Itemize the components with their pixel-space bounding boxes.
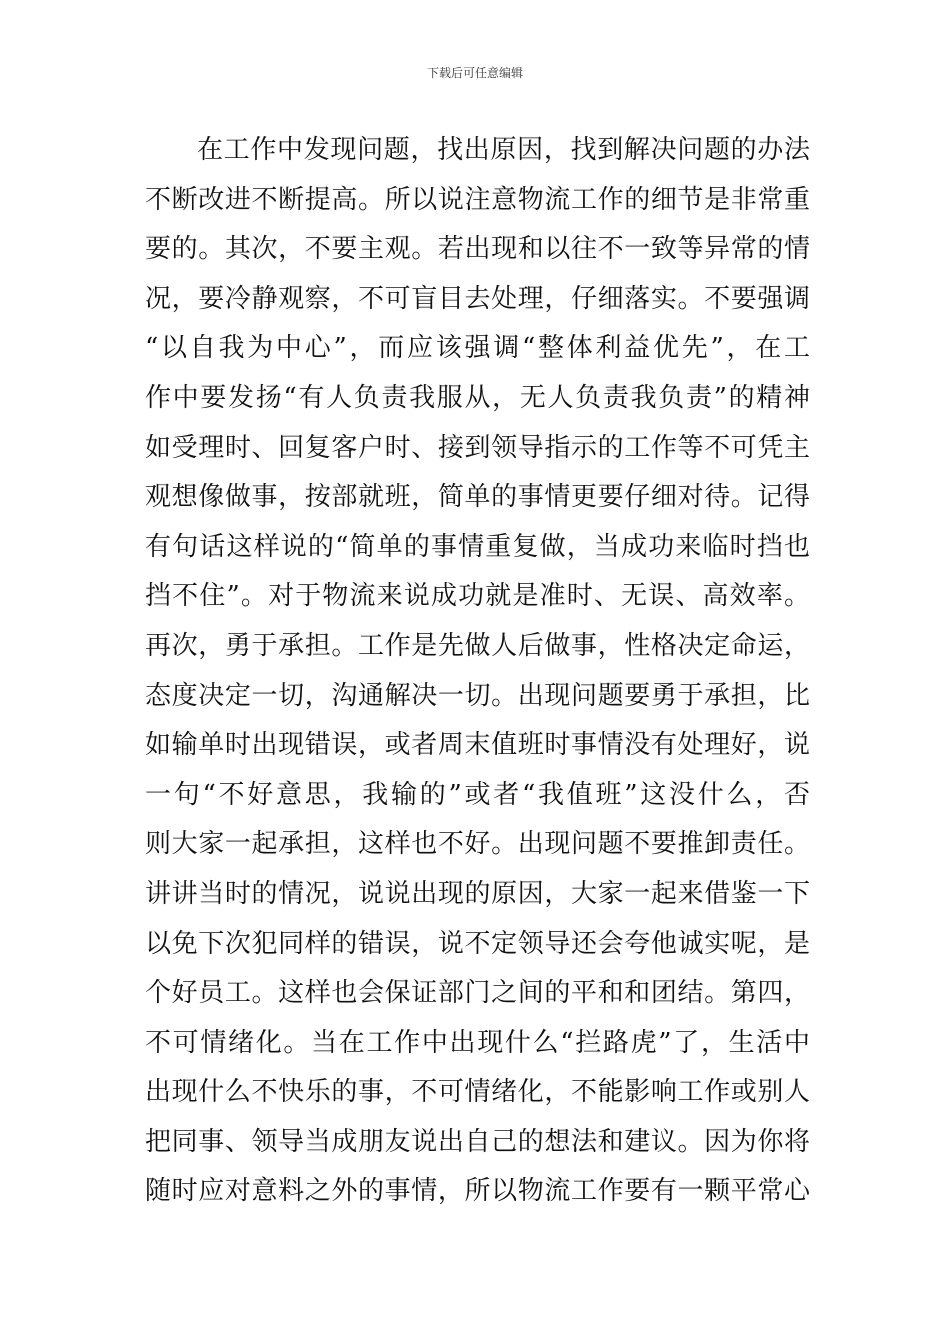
text-line: 讲讲当时的情况，说说出现的原因，大家一起来借鉴一下 xyxy=(145,878,810,909)
text-line: 挡不住”。对于物流来说成功就是准时、无误、高效率。 xyxy=(145,581,810,612)
text-line: 观想像做事，按部就班，简单的事情更要仔细对待。记得 xyxy=(145,482,810,513)
text-line: 如输单时出现错误，或者周末值班时事情没有处理好，说 xyxy=(145,730,810,761)
body-text xyxy=(145,126,810,1217)
text-line: “以自我为中心”，而应该强调“整体利益优先”，在工 xyxy=(145,333,810,364)
text-line: 有句话这样说的“简单的事情重复做，当成功来临时挡也 xyxy=(145,531,810,562)
text-line: 随时应对意料之外的事情，所以物流工作要有一颗平常心 xyxy=(145,1176,810,1207)
text-line: 作中要发扬“有人负责我服从，无人负责我负责”的精神 xyxy=(145,382,810,413)
text-line: 再次，勇于承担。工作是先做人后做事，性格决定命运， xyxy=(145,630,810,661)
page-header: 下载后可任意编辑 xyxy=(426,66,523,80)
text-line: 以免下次犯同样的错误，说不定领导还会夸他诚实呢，是 xyxy=(145,928,810,959)
text-line: 况，要冷静观察，不可盲目去处理，仔细落实。不要强调 xyxy=(145,283,810,314)
text-line: 一句“不好意思，我输的”或者“我值班”这没什么，否 xyxy=(145,779,810,810)
text-line: 在工作中发现问题，找出原因，找到解决问题的办法 xyxy=(197,135,810,165)
text-line: 个好员工。这样也会保证部门之间的平和和团结。第四， xyxy=(145,978,810,1009)
text-line: 如受理时、回复客户时、接到领导指示的工作等不可凭主 xyxy=(145,432,810,463)
text-line: 则大家一起承担，这样也不好。出现问题不要推卸责任。 xyxy=(145,829,810,860)
text-line: 要的。其次，不要主观。若出现和以往不一致等异常的情 xyxy=(145,234,810,265)
text-line: 把同事、领导当成朋友说出自己的想法和建议。因为你将 xyxy=(145,1126,810,1157)
text-line: 不可情绪化。当在工作中出现什么“拦路虎”了，生活中 xyxy=(145,1027,810,1058)
text-line: 出现什么不快乐的事，不可情绪化，不能影响工作或别人 xyxy=(145,1077,810,1108)
text-line: 态度决定一切，沟通解决一切。出现问题要勇于承担，比 xyxy=(145,680,810,711)
text-line: 不断改进不断提高。所以说注意物流工作的细节是非常重 xyxy=(145,184,810,215)
